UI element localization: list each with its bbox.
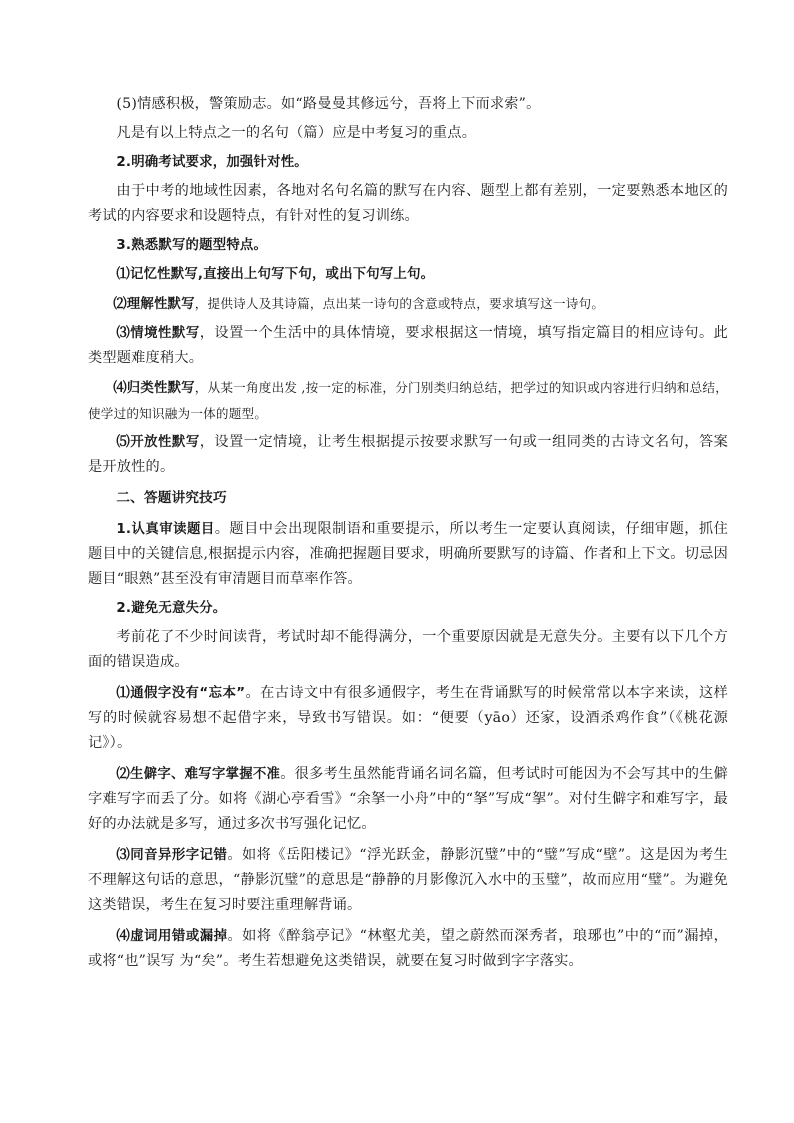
document-body	[88, 92, 728, 978]
paragraph-function-words	[88, 924, 728, 974]
paragraph-situation-type	[88, 321, 728, 371]
body-text: 。如将《醉翁亭记》“林壑尤美，望之蔚然而深秀者，琅琊也”中的“而”漏掉，或将“也”误写 为“矣”。考生若想避免这类错误，就要在复习时做到字字落实。	[88, 928, 729, 969]
body-text: 。如将《岳阳楼记》“浮光跃金，静影沉璧”中的“璧”写成“壁”。这是因为考生不理解这句话的意思，“静影沉璧”的意思是“静静的月影像沉入水中的玉璧”，故而应用“璧”。为避免这类错误，考生在复习时要注重理解背诵。	[88, 847, 728, 913]
lead-term: ⑷虚词用错或漏掉	[116, 929, 228, 944]
body-text: 。在古诗文中有很多通假字，考生在背诵默写的时候常常以本字来读，这样写的时候就容易想不起借字来，导致书写错误。如：“便要（yāo）还家，设酒杀鸡作食”（《桃花源记》）。	[88, 685, 728, 751]
section-title-text: 二、答题讲究技巧	[116, 490, 227, 506]
lead-term: ⑵理解性默写	[113, 297, 195, 312]
paragraph-regional: 由于中考的地域性因素，各地对名句名篇的默写在内容、题型上都有差别，一定要熟悉本地区的考试的内容要求和设题特点，有针对性的复习训练。	[88, 183, 728, 224]
paragraph-memory-type	[88, 262, 728, 287]
paragraph-key-points: 凡是有以上特点之一的名句（篇）应是中考复习的重点。	[116, 125, 477, 141]
heading-text: 3.熟悉默写的题型特点。	[116, 238, 268, 253]
paragraph-rare-chars	[88, 762, 728, 837]
lead-term: ⑶情境性默写	[116, 326, 200, 341]
paragraph-item-5: (5)情感积极，警策励志。如“路曼曼其修远兮，吾将上下而求索”。	[116, 96, 541, 112]
paragraph-open-type	[88, 430, 728, 480]
heading-text: 2.明确考试要求，加强针对性。	[116, 155, 308, 170]
paragraph-understanding-type	[88, 291, 728, 317]
lead-term: ⑷归类性默写	[113, 381, 195, 396]
paragraph-tongjia	[88, 681, 728, 756]
lead-term: ⑵生僻字、难写字掌握不准	[116, 767, 281, 782]
lead-term: ⑴通假字没有“忘本”	[116, 686, 246, 701]
body-text: ，设置一定情境，让考生根据提示按要求默写一句或一组同类的古诗文名句，答案是开放性的。	[88, 434, 729, 475]
paragraph-read-carefully	[88, 517, 728, 592]
body-text: ，设置一个生活中的具体情境，要求根据这一情境，填写指定篇目的相应诗句。此类型题难度稍大。	[88, 325, 729, 366]
heading-question-types	[88, 233, 728, 258]
section-title-answer-skills	[88, 486, 728, 511]
heading-text: 2.避免无意失分。	[116, 601, 227, 616]
memory-type-text: ⑴记忆性默写,直接出上句写下句，或出下句写上句。	[116, 267, 435, 282]
paragraph-loss-reason: 考前花了不少时间读背，考试时却不能得满分，一个重要原因就是无意失分。主要有以下几个方面的错误造成。	[88, 629, 728, 670]
heading-avoid-loss	[88, 596, 728, 621]
body-text: ，从某一角度出发 ,按一定的标准，分门别类归纳总结，把学过的知识或内容进行归纳和总结，使学过的知识融为一体的题型。	[88, 380, 729, 421]
paragraph-category-type	[88, 375, 728, 426]
body-text: 。很多考生虽然能背诵名词名篇，但考试时可能因为不会写其中的生僻字难写字而丢了分。如将《湖心亭看雪》“余拏一小舟”中的“拏”写成“挐”。对付生僻字和难写字，最好的办法就是多写，通过多次书写强化记忆。	[88, 766, 729, 832]
lead-term: ⑶同音异形字记错	[116, 848, 228, 863]
heading-exam-requirements	[88, 150, 728, 175]
paragraph-homophones	[88, 843, 728, 918]
body-text: 。题目中会出现限制语和重要提示，所以考生一定要认真阅读，仔细审题，抓住题目中的关键信息,根据提示内容，准确把握题目要求，明确所要默写的诗篇、作者和上下文。切忌因题目“眼熟”甚至没有审清题目而草率作答。	[88, 521, 728, 587]
lead-term: ⑸开放性默写	[116, 435, 200, 450]
body-text: ，提供诗人及其诗篇，点出某一诗句的含意或特点，要求填写这一诗句。	[194, 296, 605, 311]
lead-term: 1.认真审读题目	[116, 522, 215, 537]
